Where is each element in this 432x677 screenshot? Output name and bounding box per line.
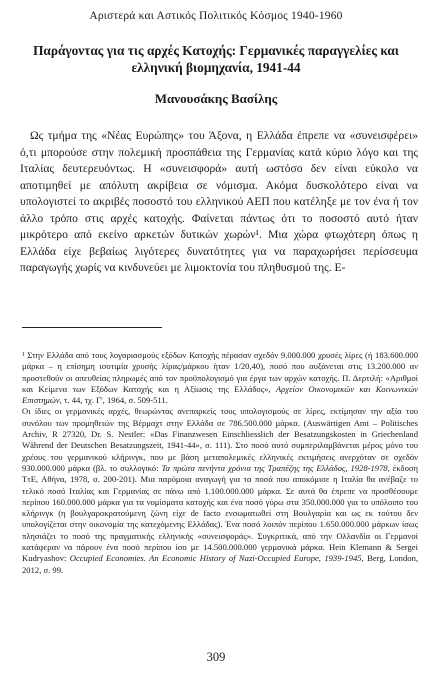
body-paragraph: Ως τμήμα της «Νέας Ευρώπης» του Άξονα, η Ελλάδα έπρεπε να «συνεισφέρει» ό,τι μπορούσε στην πολεμική προσπάθεια της Γερμανίας κατά κύριο λόγο και της Ιταλίας δευτερευόντως. Η «συνεισφορά» αυτή ωστόσο δεν είναι εύκολο να αποτιμηθεί με απόλυτη ακρίβεια σε νόμισμα. Ακόμα δυσκολότερο είναι να υπολογιστεί το ακριβές ποσοστό του ελληνικού ΑΕΠ που κατέληξε με τον ένα ή τον άλλο τρόπο στις αρχές κατοχής. Φαίνεται πάντως ότι το ποσοστό αυτό ήταν μικρότερο από εκείνο αρκετών δυτικών χωρών¹. Μια χώρα φτωχότερη όπως η Ελλάδα είχε βεβαίως λιγότερες δυνατότητες για να παραχωρήσει περίσσευμα παραγωγής χωρίς να κινδυνεύει με λιμοκτονία του πληθυσμού της. Ε- (20, 129, 418, 275)
footnote-citation-title-3: Occupied Economies. An Economic History of Nazi-Occupied Europe, 1939-1945 (69, 553, 362, 564)
footnote-text-2-mid: , έκδοση ΤτΕ, Αθήνα, 1978, σ. 200-201). Μια παρόμοια αναγωγή για τα ποσά που αποκόμισε η Ιταλία θα ανέβαζε το τελικό ποσό Ιταλίας και Γερμανίας σε πάνω από 1.100.000.000 μάρκα. Σε αυτά θα έπρεπε να προσθέσουμε περίπου 160.000.000 μάρκα για τα νομίσματα κατοχής και ένα ποσό γύρω στα 350.000.000 για το υπόλοιπο του κλήρινγκ (η βουλγαροκρατούμενη ζώνη είχε de facto ενσωματωθεί στη Βουλγαρία και ως εκ τούτου δεν υπολογίζεται στην οικονομία της κατεχόμενης Ελλάδας). Ένα ποσό λοιπόν περίπου 1.650.000.000 μάρκων ίσως πλησιάζει το ποσό της πραγματικής ελληνικής «συνεισφοράς». Συγκριτικά, από την Ολλανδία οι Γερμανοί κατάφεραν να πάρουν ένα ποσό περίπου ίσο με 14.500.000.000 γερμανικά μάρκα. Hein Klemann & Sergei Kudryashov: (22, 462, 419, 564)
footnote-text-2-end: , Berg, London, 2012, σ. 99. (22, 553, 419, 575)
footnote-citation-title-1: Αρχείον Οικονομικών και Κοινωνικών Επιστημών (22, 383, 418, 406)
footnote-text-1-end: , τ. 44, τχ. Γ', 1964, σ. 509-511. (59, 395, 168, 406)
article-author: Μανουσάκης Βασίλης (154, 91, 278, 106)
page-number: 309 (206, 650, 226, 664)
footnote-text-2: Οι ίδιες οι γερμανικές αρχές, θεωρώντας ανεπαρκείς τους υπολογισμούς σε λίρες, εκτίμησαν την αξία του συνόλου των προμηθειών της Βέρμαχτ στην Ελλάδα σε 786.500.000 μάρκα. (Auswärtigen Amt – Politisches Archiv, R 27320, Dr. S. Nestler: «Das Finanzwesen Einschliesslich der Besatzungskosten in Griechenland Während der Deutschen Besatzungszeit, 1941-44», σ. 111). Στο ποσό αυτό συμπεριλαμβάνεται μέρος μόνο του χρέους του γερμανικού κλήρινγκ, που με βάση μεταπολεμικές ελληνικές εκτιμήσεις ανερχόταν σε σχεδόν 930.000.000 μάρκα (βλ. το συλλογικό: (22, 406, 418, 473)
article-title: Παράγοντας για τις αρχές Κατοχής: Γερμανικές παραγγελίες και ελληνική βιομηχανία, 1941-44 (33, 43, 399, 75)
footnote-citation-title-2: Τα πρώτα πενήντα χρόνια της Τραπέζης της Ελλάδος, 1928-1978 (161, 462, 388, 473)
footnote-text-1: ¹ Στην Ελλάδα από τους λογαριασμούς εξόδων Κατοχής πέρασαν σχεδόν 9.000.000 χρυσές λίρες (ή 183.600.000 μάρκα – η επίσημη ισοτιμία χρυσής λίρας/μάρκου ήταν 1/20,40), ποσό που αυξάνεται στις 13.200.000 αν προστεθούν οι απευθείας πληρωμές από τον προϋπολογισμό για έργα των αρχών κατοχής. Π. Δερτιλή: «Αριθμοί και Κείμενα των Εξόδων Κατοχής και η Αξίωσις της Ελλάδος», (22, 350, 418, 394)
footnote (22, 350, 418, 576)
footnote-divider (22, 327, 162, 328)
running-head: Αριστερά και Αστικός Πολιτικός Κόσμος 1940-1960 (89, 10, 343, 22)
